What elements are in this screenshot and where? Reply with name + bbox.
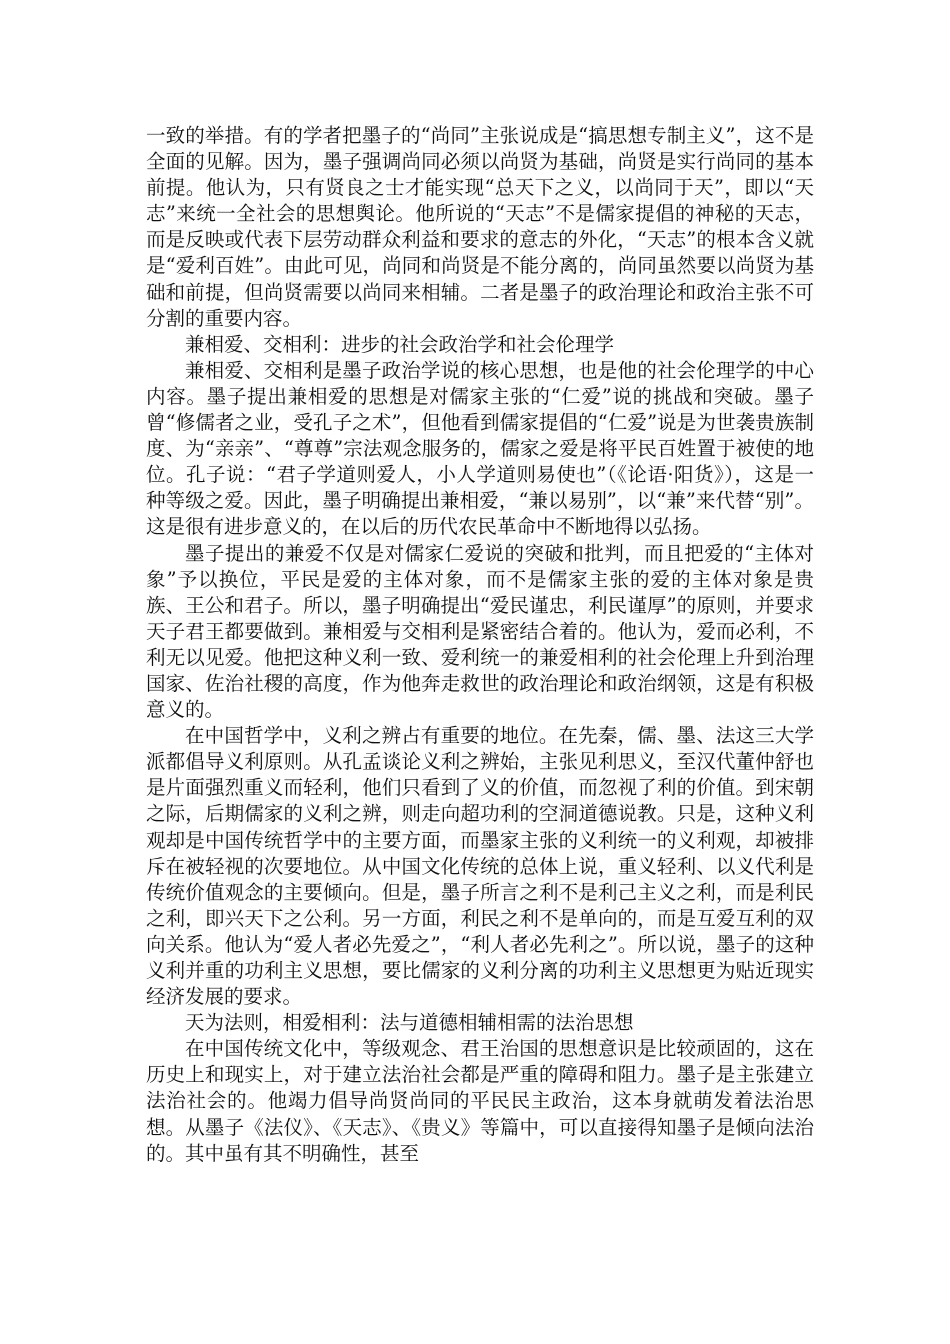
body-paragraph: 在中国哲学中，义利之辨占有重要的地位。在先秦，儒、墨、法这三大学派都倡导义利原则。从孔孟谈论义利之辨始，主张见利思义，至汉代董仲舒也是片面强烈重义而轻利，他们只看到了义的价值，而忽视了利的价值。到宋朝之际，后期儒家的义利之辨，则走向超功利的空洞道德说教。只是，这种义利观却是中国传统哲学中的主要方面，而墨家主张的义利统一的义利观，却被排斥在被轻视的次要地位。从中国文化传统的总体上说，重义轻利、以义代利是传统价值观念的主要倾向。但是，墨子所言之利不是利己主义之利，而是利民之利，即兴天下之公利。另一方面，利民之利不是单向的，而是互爱互利的双向关系。他认为“爱人者必先爱之”，“利人者必先利之”。所以说，墨子的这种义利并重的功利主义思想，要比儒家的义利分离的功利主义思想更为贴近现实经济发展的要求。 [146, 724, 814, 1009]
body-paragraph: 一致的举措。有的学者把墨子的“尚同”主张说成是“搞思想专制主义”，这不是全面的见解。因为，墨子强调尚同必须以尚贤为基础，尚贤是实行尚同的基本前提。他认为，只有贤良之士才能实现“总天下之义，以尚同于天”，即以“天志”来统一全社会的思想舆论。他所说的“天志”不是儒家提倡的神秘的天志，而是反映或代表下层劳动群众利益和要求的意志的外化，“天志”的根本含义就是“爱利百姓”。由此可见，尚同和尚贤是不能分离的，尚同虽然要以尚贤为基础和前提，但尚贤需要以尚同来相辅。二者是墨子的政治理论和政治主张不可分割的重要内容。 [146, 124, 814, 330]
body-paragraph: 在中国传统文化中，等级观念、君王治国的思想意识是比较顽固的，这在历史上和现实上，对于建立法治社会都是严重的障碍和阻力。墨子是主张建立法治社会的。他竭力倡导尚贤尚同的平民民主政治，这本身就萌发着法治思想。从墨子《法仪》、《天志》、《贵义》等篇中，可以直接得知墨子是倾向法治的。其中虽有其不明确性，甚至 [146, 1037, 814, 1165]
section-heading: 兼相爱、交相利：进步的社会政治学和社会伦理学 [185, 332, 615, 356]
document-body [146, 123, 814, 1167]
body-paragraph: 兼相爱、交相利是墨子政治学说的核心思想，也是他的社会伦理学的中心内容。墨子提出兼相爱的思想是对儒家主张的“仁爱”说的挑战和突破。墨子曾“修儒者之业，受孔子之术”，但他看到儒家提倡的“仁爱”说是为世袭贵族制度、为“亲亲”、“尊尊”宗法观念服务的，儒家之爱是将平民百姓置于被使的地位。孔子说：“君子学道则爱人，小人学道则易使也”（《论语·阳货》），这是一种等级之爱。因此，墨子明确提出兼相爱，“兼以易别”，以“兼”来代替“别”。这是很有进步意义的，在以后的历代农民革命中不断地得以弘扬。 [146, 358, 814, 539]
section-heading: 天为法则，相爱相利：法与道德相辅相需的法治思想 [185, 1011, 634, 1035]
body-paragraph: 墨子提出的兼爱不仅是对儒家仁爱说的突破和批判，而且把爱的“主体对象”予以换位，平民是爱的主体对象，而不是儒家主张的爱的主体对象是贵族、王公和君子。所以，墨子明确提出“爱民谨忠，利民谨厚”的原则，并要求天子君王都要做到。兼相爱与交相利是紧密结合着的。他认为，爱而必利，不利无以见爱。他把这种义利一致、爱利统一的兼爱相利的社会伦理上升到治理国家、佐治社稷的高度，作为他奔走救世的政治理论和政治纲领，这是有积极意义的。 [146, 541, 814, 722]
